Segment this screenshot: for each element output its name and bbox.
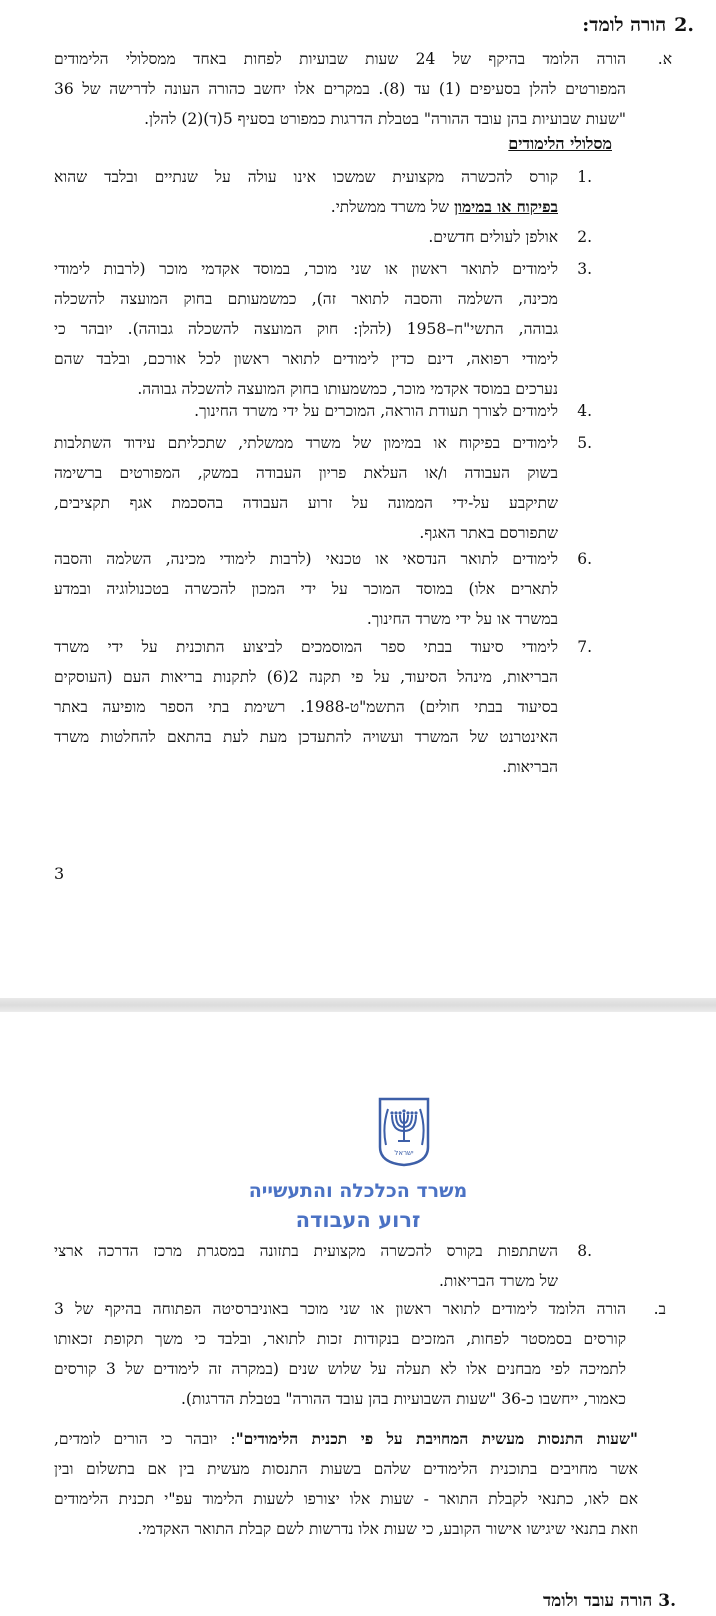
text-line: אם לאו, כתנאי לקבלת התואר - שעות אלו יצורפו לשעות הלימוד עפ"י תכנית הלימודים <box>54 1490 638 1508</box>
item-number: .5 <box>577 434 592 452</box>
text-line: הורה הלומד לימודים לתואר ראשון או שני מוכר באוניברסיטה הפתוחה בהיקף של 3 <box>54 1300 626 1318</box>
item-number: .6 <box>577 550 592 568</box>
item-number: .3 <box>577 260 592 278</box>
section-title: הורה לומד: <box>582 14 667 36</box>
list-item <box>54 544 558 634</box>
text-line: שתיקבע על-ידי הממונה על זרוע העבודה בהסכמת אגף תקציבים, <box>54 494 558 512</box>
text-line: המפורטים להלן בסעיפים (1) עד (8). במקרים אלו יחשב כהורה העונה לדרישה של 36 <box>54 80 626 98</box>
text-line: אשר מחויבים בתוכנית הלימודים שלהם בשעות התנסות מעשית בין אם בתשלום ובין <box>54 1460 638 1478</box>
section-number: .2 <box>674 14 694 36</box>
text-line: וזאת בתנאי שיגישו אישור הקובע, כי שעות אלו נדרשות לשם קבלת התואר האקדמי. <box>137 1520 638 1538</box>
section-heading <box>582 14 694 37</box>
clause-bet-marker: ב. <box>653 1300 666 1318</box>
text-line: בסיעוד בבתי חולים) התשמ"ט-1988. רשימת בתי הספר מופיעה באתר <box>54 698 558 716</box>
item-number: .7 <box>577 638 592 656</box>
text-line: של משרד הבריאות. <box>438 1272 558 1290</box>
text-line: אולפן לעולים חדשים. <box>428 228 558 246</box>
text-line: שתפורסם באתר האגף. <box>419 524 558 542</box>
list-item <box>54 162 558 222</box>
list-item <box>54 1236 558 1296</box>
text-line: גבוהה, התשי"ח–1958 (להלן: חוק המועצה להשכלה גבוהה). יובהר כי <box>54 320 558 338</box>
text-line: קורסים בסמסטר לפחות, המזכים בנקודות זכות לתואר, ובלבד כי משך תקופת זכאותו <box>54 1330 626 1348</box>
svg-text:ישראל: ישראל <box>394 1149 414 1157</box>
department-name: זרוע העבודה <box>295 1208 421 1232</box>
list-item <box>54 632 558 782</box>
text-line: לימודים לתואר ראשון או שני מוכר, במוסד אקדמי מוכר (לרבות לימודי <box>54 260 558 278</box>
clause-bet <box>54 1294 626 1414</box>
page-separator <box>0 998 716 1012</box>
list-item <box>54 254 558 404</box>
text-line: השתתפות בקורס להכשרה מקצועית בתזונה במסגרת מרכז הדרכה ארצי <box>54 1242 558 1260</box>
text-line: "שעות שבועיות בהן עובד ההורה" בטבלת הדרגות כמפורט בסעיף 5(ד)(2) להלן. <box>144 110 626 128</box>
item-number: .4 <box>577 402 592 420</box>
bold-phrase: "שעות התנסות מעשית המחויבת על פי תכנית הלימודים" <box>235 1429 639 1448</box>
text-line: נערכים במוסד אקדמי מוכר, כמשמעותו בחוק המועצה להשכלה גבוהה. <box>137 380 558 398</box>
item-number: .2 <box>577 228 592 246</box>
clause-alef-marker: א. <box>657 50 672 68</box>
item-number: .1 <box>577 168 592 186</box>
text-line: בשוק העבודה ו/או העלאת פריון העבודה במשק, המפורטים ברשימה <box>54 464 558 482</box>
text-line: במשרד או על ידי משרד החינוך. <box>366 610 558 628</box>
item-number: .8 <box>577 1242 592 1260</box>
text-line: הבריאות, מינהל הסיעוד, על פי תקנה 2(6) לתקנות בריאות העם (העוסקים <box>54 668 558 686</box>
tracks-heading: מסלולי הלימודים <box>508 134 612 153</box>
ministry-name: משרד הכלכלה והתעשייה <box>248 1180 468 1202</box>
text-line: הבריאות. <box>502 758 558 776</box>
text-line: לימודים לצורך תעודת הוראה, המוכרים על ידי משרד החינוך. <box>194 402 558 420</box>
state-emblem-icon <box>376 1097 432 1171</box>
bold-underlined-phrase: בפיקוח או במימון <box>454 197 558 216</box>
list-item <box>54 428 558 548</box>
list-item <box>54 396 558 426</box>
text-line: מכינה, השלמה והסבה לתואר זה), כמשמעותם בחוק המועצה להשכלה <box>54 290 558 308</box>
text-line <box>54 1424 638 1454</box>
text-line: הורה הלומד בהיקף של 24 שעות שבועיות לפחות באחד ממסלולי הלימודים <box>54 50 626 68</box>
text-line: לתארים אלו) במוסד המוכר על ידי המכון להכשרה בטכנולוגיה ובמדע <box>54 580 558 598</box>
clause-alef <box>54 44 626 134</box>
text-line: קורס להכשרה מקצועית שמשכו אינו עולה על שנתיים ובלבד שהוא <box>54 168 558 186</box>
text-line: לימודי סיעוד בבתי ספר המוסמכים לביצוע התוכנית על ידי משרד <box>54 638 558 656</box>
text-line: כאמור, ייחשבו כ-36 "שעות השבועיות בהן עובד ההורה" בטבלת הדרגות). <box>180 1390 626 1408</box>
text-fragment: : יובהר כי הורים לומדים, <box>54 1430 236 1448</box>
practice-hours-paragraph <box>54 1424 638 1544</box>
next-section-heading: .3 הורה עובד ולומד <box>542 1591 676 1611</box>
list-item <box>54 222 558 252</box>
document-page-2 <box>0 1012 716 1611</box>
text-line <box>54 192 558 222</box>
text-fragment: של משרד ממשלתי. <box>330 198 455 216</box>
page-number: 3 <box>54 864 65 883</box>
text-line: לתמיכה לפי מבחנים אלו לא תעלה על שלוש שנים (במקרה זה לימודים של 3 קורסים <box>54 1360 626 1378</box>
text-line: לימודים לתואר הנדסאי או טכנאי (לרבות לימודי מכינה, השלמה והסבה <box>54 550 558 568</box>
text-line: לימודים בפיקוח או במימון של משרד ממשלתי, שתכליתם עידוד השתלבות <box>54 434 558 452</box>
text-line: האינטרנט של המשרד ועשויה להתעדכן מעת לעת בהתאם להחלטות משרד <box>54 728 558 746</box>
text-line: לימודי רפואה, דינם כדין לימודים לתואר ראשון לכל אורכם, ובלבד שהם <box>54 350 558 368</box>
